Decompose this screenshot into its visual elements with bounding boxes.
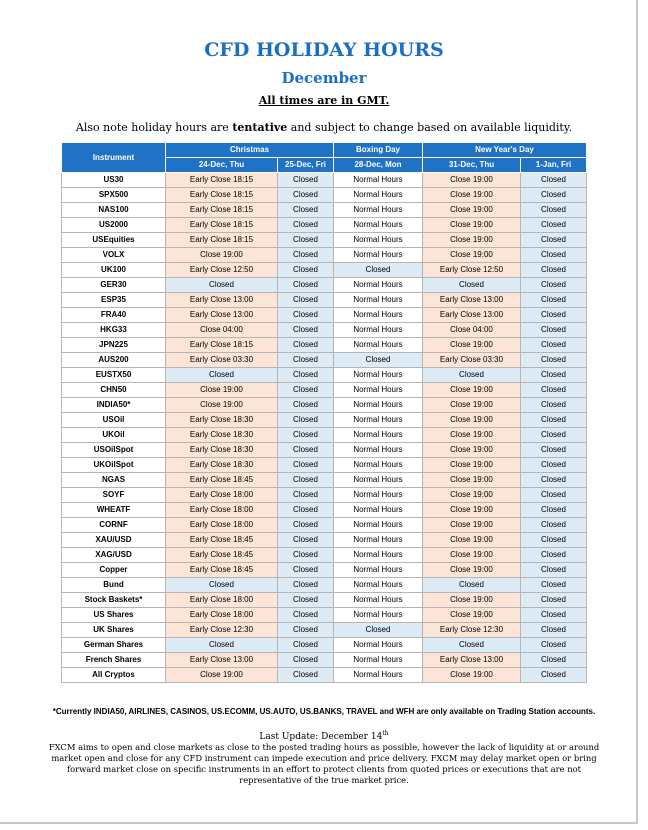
hours-cell: Closed <box>521 443 587 458</box>
hours-cell: Closed <box>166 638 278 653</box>
hours-cell: Closed <box>521 503 587 518</box>
instrument-header: Instrument <box>62 143 166 173</box>
hours-cell: Early Close 18:00 <box>166 608 278 623</box>
hours-cell: Early Close 18:45 <box>166 533 278 548</box>
hours-cell: Close 19:00 <box>423 563 521 578</box>
instrument-cell: NGAS <box>62 473 166 488</box>
hours-cell: Normal Hours <box>334 668 423 683</box>
hours-cell: Close 04:00 <box>166 323 278 338</box>
hours-cell: Close 19:00 <box>166 668 278 683</box>
table-row <box>62 248 587 263</box>
hours-cell: Close 19:00 <box>423 458 521 473</box>
hours-cell: Closed <box>521 533 587 548</box>
hours-cell: Close 19:00 <box>423 233 521 248</box>
hours-cell: Close 19:00 <box>423 668 521 683</box>
hours-cell: Closed <box>334 353 423 368</box>
hours-cell: Early Close 18:00 <box>166 503 278 518</box>
hours-cell: Closed <box>521 473 587 488</box>
hours-cell: Closed <box>521 248 587 263</box>
table-row <box>62 173 587 188</box>
table-row <box>62 668 587 683</box>
instrument-cell: CORNF <box>62 518 166 533</box>
instrument-cell: French Shares <box>62 653 166 668</box>
hours-cell: Early Close 13:00 <box>166 653 278 668</box>
hours-cell: Close 19:00 <box>423 203 521 218</box>
hours-cell: Closed <box>521 458 587 473</box>
hours-cell: Close 19:00 <box>423 413 521 428</box>
hours-cell: Closed <box>278 233 334 248</box>
hours-cell: Normal Hours <box>334 488 423 503</box>
table-row <box>62 413 587 428</box>
hours-cell: Close 19:00 <box>166 383 278 398</box>
hours-cell: Closed <box>521 638 587 653</box>
hours-cell: Early Close 18:30 <box>166 428 278 443</box>
hours-cell: Closed <box>334 623 423 638</box>
hours-cell: Closed <box>278 443 334 458</box>
hours-cell: Normal Hours <box>334 233 423 248</box>
instrument-cell: FRA40 <box>62 308 166 323</box>
hours-cell: Close 19:00 <box>423 608 521 623</box>
hours-cell: Closed <box>521 548 587 563</box>
instrument-cell: JPN225 <box>62 338 166 353</box>
hours-cell: Close 19:00 <box>423 188 521 203</box>
page-subtitle: December <box>281 69 367 87</box>
availability-footnote: *Currently INDIA50, AIRLINES, CASINOS, US.ECOMM, US.AUTO, US.BANKS, TRAVEL and WFH are only available on Trading Station accounts. <box>52 707 596 716</box>
hours-cell: Early Close 18:45 <box>166 563 278 578</box>
hours-cell: Close 19:00 <box>423 533 521 548</box>
hours-cell: Early Close 18:00 <box>166 488 278 503</box>
hours-cell: Closed <box>278 473 334 488</box>
table-body <box>62 173 587 683</box>
hours-cell: Normal Hours <box>334 218 423 233</box>
table-row <box>62 293 587 308</box>
hours-cell: Close 19:00 <box>166 248 278 263</box>
hours-cell: Normal Hours <box>334 293 423 308</box>
hours-cell: Close 19:00 <box>423 443 521 458</box>
group-header-christmas: Christmas <box>166 143 334 158</box>
hours-cell: Closed <box>521 338 587 353</box>
holiday-hours-table <box>61 142 587 683</box>
table-row <box>62 278 587 293</box>
hours-cell: Closed <box>278 263 334 278</box>
hours-cell: Normal Hours <box>334 548 423 563</box>
hours-cell: Closed <box>521 413 587 428</box>
hours-cell: Closed <box>521 563 587 578</box>
hours-cell: Closed <box>423 638 521 653</box>
table-row <box>62 593 587 608</box>
date-header: 1-Jan, Fri <box>521 158 587 173</box>
hours-cell: Early Close 18:15 <box>166 188 278 203</box>
table-row <box>62 518 587 533</box>
hours-cell: Closed <box>521 578 587 593</box>
hours-cell: Normal Hours <box>334 503 423 518</box>
hours-cell: Closed <box>521 398 587 413</box>
hours-cell: Closed <box>278 578 334 593</box>
hours-cell: Close 19:00 <box>423 428 521 443</box>
hours-cell: Close 19:00 <box>423 518 521 533</box>
instrument-cell: UKOilSpot <box>62 458 166 473</box>
instrument-cell: SOYF <box>62 488 166 503</box>
instrument-cell: German Shares <box>62 638 166 653</box>
instrument-cell: US2000 <box>62 218 166 233</box>
table-row <box>62 488 587 503</box>
hours-cell: Closed <box>521 368 587 383</box>
instrument-cell: Bund <box>62 578 166 593</box>
instrument-cell: USOilSpot <box>62 443 166 458</box>
hours-cell: Close 19:00 <box>423 398 521 413</box>
table-row <box>62 578 587 593</box>
hours-cell: Normal Hours <box>334 188 423 203</box>
disclaimer: FXCM aims to open and close markets as close to the posted trading hours as possible, however the lack of liquidity at or around market open and close for any CFD instrument can impede execution and price delivery. FXCM may delay market open or bring forward market close on specific instruments in an effort to protect clients from quoted prices or executions that are not representative of the true market price. <box>48 742 600 785</box>
instrument-cell: XAG/USD <box>62 548 166 563</box>
hours-cell: Close 19:00 <box>423 488 521 503</box>
hours-cell: Closed <box>423 278 521 293</box>
hours-cell: Early Close 18:45 <box>166 548 278 563</box>
hours-cell: Closed <box>521 308 587 323</box>
table-row <box>62 608 587 623</box>
hours-cell: Closed <box>278 338 334 353</box>
instrument-cell: WHEATF <box>62 503 166 518</box>
hours-cell: Closed <box>166 278 278 293</box>
hours-cell: Closed <box>278 413 334 428</box>
hours-cell: Closed <box>166 368 278 383</box>
date-header: 31-Dec, Thu <box>423 158 521 173</box>
hours-cell: Closed <box>521 518 587 533</box>
hours-cell: Early Close 18:30 <box>166 443 278 458</box>
hours-cell: Closed <box>521 263 587 278</box>
hours-cell: Close 19:00 <box>423 218 521 233</box>
table-row <box>62 398 587 413</box>
instrument-cell: EUSTX50 <box>62 368 166 383</box>
hours-cell: Normal Hours <box>334 518 423 533</box>
hours-cell: Normal Hours <box>334 608 423 623</box>
hours-cell: Early Close 13:00 <box>423 293 521 308</box>
date-header: 25-Dec, Fri <box>278 158 334 173</box>
hours-cell: Closed <box>278 638 334 653</box>
hours-cell: Closed <box>278 188 334 203</box>
hours-cell: Close 19:00 <box>423 503 521 518</box>
instrument-cell: All Cryptos <box>62 668 166 683</box>
hours-cell: Normal Hours <box>334 278 423 293</box>
hours-cell: Closed <box>521 278 587 293</box>
group-header-new-years-day: New Year's Day <box>423 143 587 158</box>
instrument-cell: UKOil <box>62 428 166 443</box>
hours-cell: Close 19:00 <box>166 398 278 413</box>
hours-cell: Closed <box>521 653 587 668</box>
date-header: 28-Dec, Mon <box>334 158 423 173</box>
instrument-cell: UK100 <box>62 263 166 278</box>
hours-cell: Normal Hours <box>334 428 423 443</box>
hours-cell: Closed <box>334 263 423 278</box>
instrument-cell: NAS100 <box>62 203 166 218</box>
hours-cell: Closed <box>278 548 334 563</box>
table-row <box>62 548 587 563</box>
gmt-note: All times are in GMT. <box>258 94 390 107</box>
instrument-cell: GER30 <box>62 278 166 293</box>
hours-cell: Closed <box>278 383 334 398</box>
table-row <box>62 443 587 458</box>
hours-cell: Closed <box>278 323 334 338</box>
table-row <box>62 473 587 488</box>
hours-cell: Normal Hours <box>334 638 423 653</box>
hours-cell: Close 19:00 <box>423 548 521 563</box>
instrument-cell: AUS200 <box>62 353 166 368</box>
table-row <box>62 428 587 443</box>
hours-cell: Normal Hours <box>334 308 423 323</box>
instrument-cell: SPX500 <box>62 188 166 203</box>
hours-cell: Early Close 13:00 <box>423 308 521 323</box>
hours-cell: Closed <box>278 668 334 683</box>
hours-cell: Closed <box>423 368 521 383</box>
hours-cell: Normal Hours <box>334 248 423 263</box>
table-row <box>62 308 587 323</box>
date-header: 24-Dec, Thu <box>166 158 278 173</box>
instrument-cell: XAU/USD <box>62 533 166 548</box>
hours-cell: Normal Hours <box>334 458 423 473</box>
instrument-cell: USOil <box>62 413 166 428</box>
table-row <box>62 218 587 233</box>
hours-cell: Closed <box>278 278 334 293</box>
hours-cell: Closed <box>278 218 334 233</box>
hours-cell: Closed <box>521 323 587 338</box>
hours-cell: Closed <box>278 518 334 533</box>
hours-cell: Closed <box>278 293 334 308</box>
hours-cell: Closed <box>278 533 334 548</box>
instrument-cell: UK Shares <box>62 623 166 638</box>
last-update: Last Update: December 14th <box>259 730 389 742</box>
hours-cell: Closed <box>521 608 587 623</box>
tentative-word: tentative <box>232 121 288 134</box>
hours-cell: Close 19:00 <box>423 248 521 263</box>
hours-cell: Close 04:00 <box>423 323 521 338</box>
hours-cell: Early Close 12:50 <box>423 263 521 278</box>
hours-cell: Closed <box>278 368 334 383</box>
hours-cell: Early Close 13:00 <box>166 293 278 308</box>
instrument-cell: CHN50 <box>62 383 166 398</box>
hours-cell: Early Close 12:30 <box>423 623 521 638</box>
hours-cell: Closed <box>278 458 334 473</box>
hours-cell: Closed <box>521 218 587 233</box>
table-row <box>62 563 587 578</box>
instrument-cell: INDIA50* <box>62 398 166 413</box>
table-row <box>62 233 587 248</box>
table-row <box>62 638 587 653</box>
group-header-boxing-day: Boxing Day <box>334 143 423 158</box>
hours-cell: Normal Hours <box>334 323 423 338</box>
hours-cell: Closed <box>521 383 587 398</box>
hours-cell: Normal Hours <box>334 173 423 188</box>
hours-cell: Closed <box>278 593 334 608</box>
hours-cell: Closed <box>278 353 334 368</box>
hours-cell: Closed <box>521 353 587 368</box>
hours-cell: Close 19:00 <box>423 383 521 398</box>
hours-cell: Closed <box>278 488 334 503</box>
hours-cell: Closed <box>423 578 521 593</box>
hours-cell: Early Close 18:15 <box>166 233 278 248</box>
hours-cell: Early Close 03:30 <box>166 353 278 368</box>
hours-cell: Early Close 18:15 <box>166 203 278 218</box>
hours-cell: Closed <box>278 653 334 668</box>
hours-cell: Normal Hours <box>334 383 423 398</box>
hours-cell: Closed <box>278 248 334 263</box>
instrument-cell: VOLX <box>62 248 166 263</box>
instrument-cell: US30 <box>62 173 166 188</box>
hours-cell: Normal Hours <box>334 473 423 488</box>
table-row <box>62 623 587 638</box>
table-row <box>62 503 587 518</box>
tentative-note: Also note holiday hours are tentative and subject to change based on available liquidity. <box>75 121 573 134</box>
hours-cell: Closed <box>278 623 334 638</box>
hours-cell: Early Close 13:00 <box>166 308 278 323</box>
hours-cell: Closed <box>521 203 587 218</box>
hours-cell: Normal Hours <box>334 413 423 428</box>
hours-cell: Normal Hours <box>334 368 423 383</box>
hours-cell: Closed <box>166 578 278 593</box>
instrument-cell: US Shares <box>62 608 166 623</box>
hours-cell: Closed <box>521 233 587 248</box>
hours-cell: Closed <box>521 593 587 608</box>
table-row <box>62 203 587 218</box>
hours-cell: Closed <box>278 608 334 623</box>
hours-cell: Closed <box>278 398 334 413</box>
table-row <box>62 653 587 668</box>
hours-cell: Early Close 18:15 <box>166 173 278 188</box>
hours-cell: Normal Hours <box>334 653 423 668</box>
hours-cell: Early Close 18:15 <box>166 218 278 233</box>
hours-cell: Early Close 18:30 <box>166 458 278 473</box>
hours-cell: Early Close 12:50 <box>166 263 278 278</box>
hours-cell: Early Close 18:00 <box>166 518 278 533</box>
table-row <box>62 458 587 473</box>
hours-cell: Close 19:00 <box>423 173 521 188</box>
hours-cell: Close 19:00 <box>423 593 521 608</box>
hours-cell: Early Close 18:00 <box>166 593 278 608</box>
hours-cell: Close 19:00 <box>423 473 521 488</box>
hours-cell: Closed <box>521 428 587 443</box>
hours-cell: Closed <box>521 293 587 308</box>
hours-cell: Early Close 18:45 <box>166 473 278 488</box>
table-row <box>62 353 587 368</box>
hours-cell: Early Close 18:30 <box>166 413 278 428</box>
hours-cell: Closed <box>521 173 587 188</box>
table-row <box>62 383 587 398</box>
hours-cell: Normal Hours <box>334 593 423 608</box>
hours-cell: Normal Hours <box>334 398 423 413</box>
hours-cell: Closed <box>521 488 587 503</box>
hours-cell: Early Close 03:30 <box>423 353 521 368</box>
hours-cell: Closed <box>521 623 587 638</box>
hours-cell: Closed <box>521 668 587 683</box>
hours-cell: Closed <box>521 188 587 203</box>
hours-cell: Normal Hours <box>334 443 423 458</box>
table-row <box>62 188 587 203</box>
hours-cell: Closed <box>278 308 334 323</box>
hours-cell: Normal Hours <box>334 203 423 218</box>
table-row <box>62 338 587 353</box>
hours-cell: Closed <box>278 203 334 218</box>
instrument-cell: Copper <box>62 563 166 578</box>
table-row <box>62 533 587 548</box>
table-row <box>62 368 587 383</box>
hours-cell: Early Close 13:00 <box>423 653 521 668</box>
hours-cell: Normal Hours <box>334 563 423 578</box>
hours-cell: Closed <box>278 563 334 578</box>
hours-cell: Normal Hours <box>334 578 423 593</box>
hours-cell: Normal Hours <box>334 533 423 548</box>
hours-cell: Closed <box>278 428 334 443</box>
instrument-cell: USEquities <box>62 233 166 248</box>
hours-cell: Early Close 18:15 <box>166 338 278 353</box>
hours-cell: Normal Hours <box>334 338 423 353</box>
hours-cell: Closed <box>278 173 334 188</box>
hours-cell: Close 19:00 <box>423 338 521 353</box>
table-row <box>62 323 587 338</box>
table-row <box>62 263 587 278</box>
hours-cell: Early Close 12:30 <box>166 623 278 638</box>
instrument-cell: HKG33 <box>62 323 166 338</box>
instrument-cell: Stock Baskets* <box>62 593 166 608</box>
instrument-cell: ESP35 <box>62 293 166 308</box>
page-title: CFD HOLIDAY HOURS <box>204 39 444 61</box>
hours-cell: Closed <box>278 503 334 518</box>
